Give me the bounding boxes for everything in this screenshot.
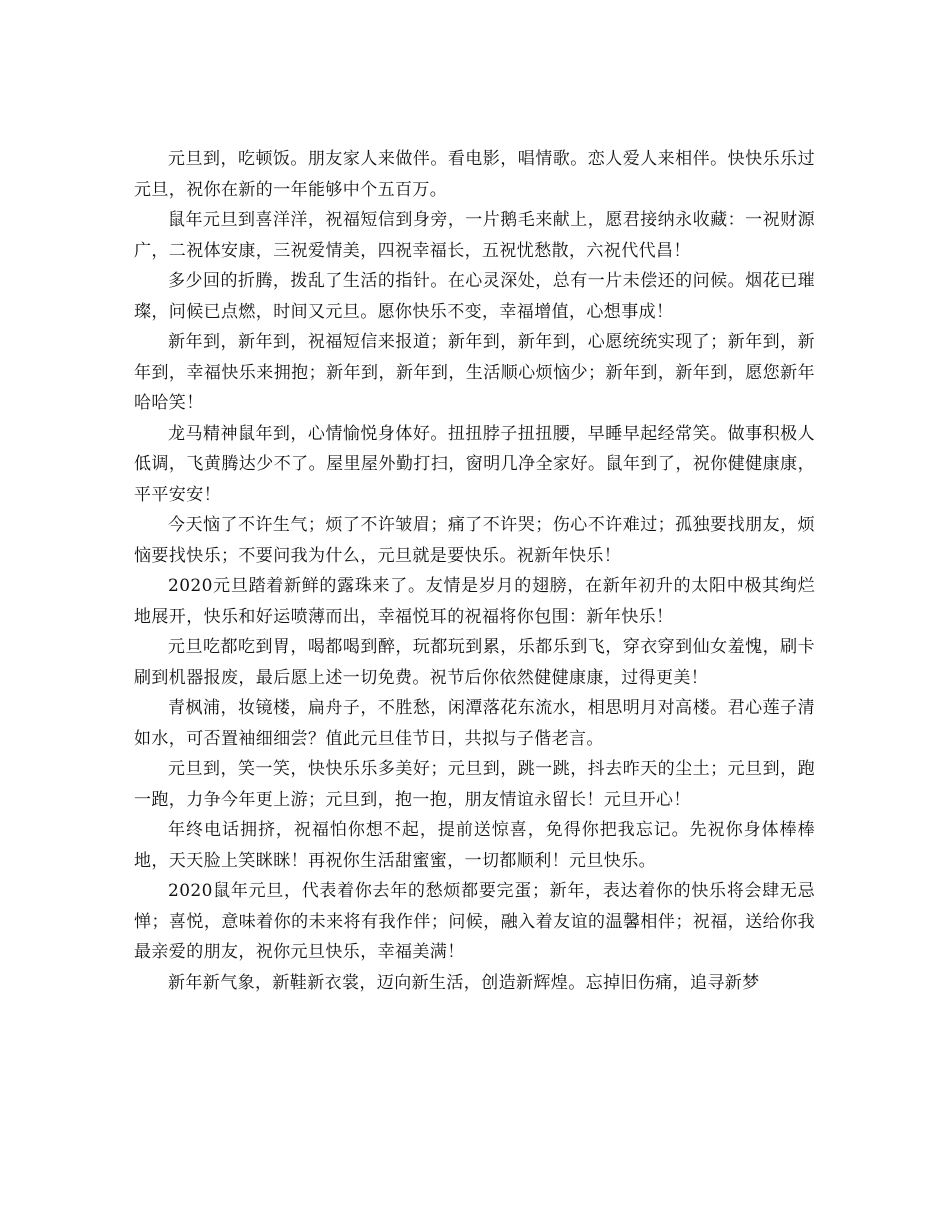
paragraph: 鼠年元旦到喜洋洋，祝福短信到身旁，一片鹅毛来献上，愿君接纳永收藏：一祝财源广，二祝体安康，三祝爱情美，四祝幸福长，五祝忧愁散，六祝代代昌！	[134, 210, 815, 261]
paragraph: 龙马精神鼠年到，心情愉悦身体好。扭扭脖子扭扭腰，早睡早起经常笑。做事积极人低调，飞黄腾达少不了。屋里屋外勤打扫，窗明几净全家好。鼠年到了，祝你健健康康，平平安安！	[134, 423, 815, 505]
paragraph: 2020元旦踏着新鲜的露珠来了。友情是岁月的翅膀，在新年初升的太阳中极其绚烂地展开，快乐和好运喷薄而出，幸福悦耳的祝福将你包围：新年快乐！	[134, 576, 815, 627]
paragraph: 元旦吃都吃到胃，喝都喝到醉，玩都玩到累，乐都乐到飞，穿衣穿到仙女羞愧，刷卡刷到机器报废，最后愿上述一切免费。祝节后你依然健健康康，过得更美！	[134, 637, 815, 688]
paragraph: 年终电话拥挤，祝福怕你想不起，提前送惊喜，免得你把我忘记。先祝你身体棒棒地，天天脸上笑眯眯！再祝你生活甜蜜蜜，一切都顺利！元旦快乐。	[134, 820, 815, 871]
paragraph: 新年新气象，新鞋新衣裳，迈向新生活，创造新辉煌。忘掉旧伤痛，追寻新梦	[168, 972, 760, 993]
paragraph: 青枫浦，妆镜楼，扁舟子，不胜愁，闲潭落花东流水，相思明月对高楼。君心莲子清如水，可否置袖细细尝？值此元旦佳节日，共拟与子偕老言。	[134, 698, 815, 749]
document-body	[134, 144, 815, 998]
paragraph: 新年到，新年到，祝福短信来报道；新年到，新年到，心愿统统实现了；新年到，新年到，幸福快乐来拥抱；新年到，新年到，生活顺心烦恼少；新年到，新年到，愿您新年哈哈笑！	[134, 332, 815, 413]
paragraph: 今天恼了不许生气；烦了不许皱眉；痛了不许哭；伤心不许难过；孤独要找朋友，烦恼要找快乐；不要问我为什么，元旦就是要快乐。祝新年快乐！	[134, 515, 815, 566]
paragraph: 元旦到，笑一笑，快快乐乐多美好；元旦到，跳一跳，抖去昨天的尘土；元旦到，跑一跑，力争今年更上游；元旦到，抱一抱，朋友情谊永留长！元旦开心！	[134, 759, 815, 810]
paragraph: 2020鼠年元旦，代表着你去年的愁烦都要完蛋；新年，表达着你的快乐将会肆无忌惮；喜悦，意味着你的未来将有我作伴；问候，融入着友谊的温馨相伴；祝福，送给你我最亲爱的朋友，祝你元旦快乐，幸福美满！	[134, 881, 815, 962]
paragraph: 多少回的折腾，拨乱了生活的指针。在心灵深处，总有一片未偿还的问候。烟花已璀璨，问候已点燃，时间又元旦。愿你快乐不变，幸福增值，心想事成！	[134, 271, 815, 322]
paragraph: 元旦到，吃顿饭。朋友家人来做伴。看电影，唱情歌。恋人爱人来相伴。快快乐乐过元旦，祝你在新的一年能够中个五百万。	[134, 149, 815, 200]
